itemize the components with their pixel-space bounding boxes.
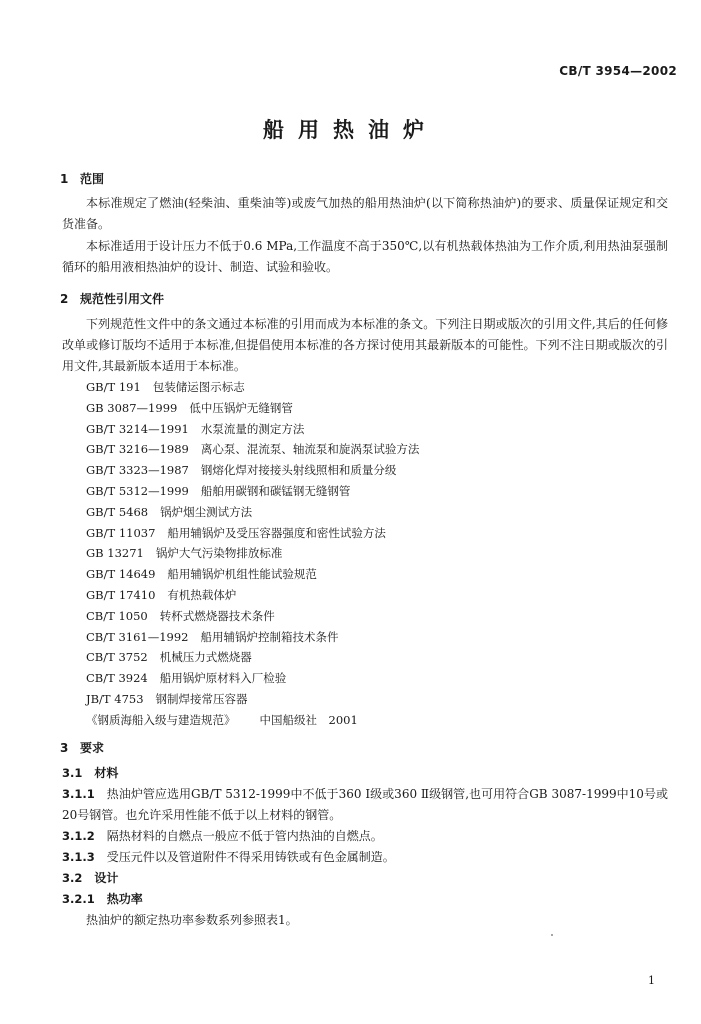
reference-code: GB/T 3216—1989	[86, 442, 189, 457]
section-1-heading	[60, 170, 104, 187]
clause-heading: 材料	[94, 766, 119, 780]
reference-title: 船用辅锅炉控制箱技术条件	[200, 629, 339, 644]
reference-title: 包装储运图示标志	[152, 380, 245, 394]
reference-title: 钢熔化焊对接接头射线照相和质量分级	[200, 463, 397, 478]
reference-code: GB/T 11037	[86, 525, 156, 540]
reference-item	[86, 689, 646, 710]
reference-title: 船用辅锅炉及受压容器强度和密性试验方法	[167, 525, 386, 540]
reference-code: GB/T 14649	[86, 567, 156, 582]
page-number: 1	[648, 974, 655, 987]
clause-3-2-1-heading	[62, 889, 668, 910]
clause-number: 3.2	[62, 871, 83, 885]
clause-number: 3.1.3	[62, 850, 95, 864]
clause-number: 3.1.1	[62, 787, 95, 801]
section-2-heading	[60, 290, 164, 307]
clause-text: 热油炉管应选用GB/T 5312-1999中不低于360 Ⅰ级或360 Ⅱ级钢管,也可用符合GB 3087-1999中10号或20号钢管。也允许采用性能不低于以上材料的钢管。	[62, 787, 668, 822]
reference-code: 《钢质海船入级与建造规范》	[86, 712, 236, 727]
reference-title: 锅炉烟尘测试方法	[160, 504, 253, 519]
clause-3-2-heading	[62, 868, 668, 889]
reference-item	[86, 585, 646, 606]
clause-number: 3.1.2	[62, 829, 95, 843]
section-1-paragraph-2: 本标准适用于设计压力不低于0.6 MPa,工作温度不高于350℃,以有机热载体热油为工作介质,利用热油泵强制循环的船用液相热油炉的设计、制造、试验和验收。	[62, 239, 668, 274]
clause-3-1-heading	[62, 763, 668, 784]
reference-title: 低中压锅炉无缝钢管	[189, 400, 293, 415]
reference-title: 转杯式燃烧器技术条件	[159, 608, 275, 623]
reference-code: CB/T 3924	[86, 671, 148, 686]
reference-list	[86, 377, 646, 731]
clause-text: 隔热材料的自燃点一般应不低于管内热油的自燃点。	[106, 829, 383, 843]
reference-item	[86, 606, 646, 627]
reference-item	[86, 647, 646, 668]
reference-code: GB/T 17410	[86, 587, 156, 602]
reference-title: 船用辅锅炉机组性能试验规范	[167, 567, 317, 582]
reference-title: 水泵流量的测定方法	[200, 421, 305, 436]
section-3-heading	[60, 739, 104, 756]
reference-item	[86, 543, 646, 564]
reference-title: 船用锅炉原材料入厂检验	[159, 671, 287, 686]
reference-title: 中国船级社 2001	[259, 712, 358, 727]
reference-item	[86, 627, 646, 648]
reference-title: 钢制焊接常压容器	[155, 691, 248, 706]
standard-code: CB/T 3954—2002	[559, 64, 677, 78]
reference-title: 船舶用碳钢和碳锰钢无缝钢管	[200, 483, 351, 498]
scan-speck	[551, 934, 553, 936]
section-2-intro: 下列规范性文件中的条文通过本标准的引用而成为本标准的条文。下列注日期或版次的引用文件,其后的任何修改单或修订版均不适用于本标准,但提倡使用本标准的各方探讨使用其最新版本的可能性。下列不注日期或版次的引用文件,其最新版本适用于本标准。	[62, 317, 668, 373]
reference-code: GB/T 191	[86, 380, 141, 394]
reference-item	[86, 564, 646, 585]
reference-code: GB 13271	[86, 546, 144, 561]
reference-item	[86, 481, 646, 502]
reference-code: CB/T 3752	[86, 650, 148, 665]
reference-item	[86, 398, 646, 419]
reference-item	[86, 439, 646, 460]
reference-item	[86, 460, 646, 481]
reference-code: CB/T 1050	[86, 608, 148, 623]
reference-title: 有机热载体炉	[167, 587, 237, 602]
section-title: 范围	[80, 172, 105, 186]
reference-title: 机械压力式燃烧器	[159, 650, 252, 665]
reference-item	[86, 710, 646, 731]
reference-title: 锅炉大气污染物排放标准	[155, 546, 283, 561]
clause-heading: 热功率	[106, 892, 143, 906]
reference-code: CB/T 3161—1992	[86, 629, 189, 644]
clause-number: 3.1	[62, 766, 83, 780]
clause-text: 受压元件以及管道附件不得采用铸铁或有色金属制造。	[106, 850, 395, 864]
reference-code: GB/T 5468	[86, 504, 149, 519]
section-title: 要求	[80, 741, 105, 755]
reference-title: 离心泵、混流泵、轴流泵和旋涡泵试验方法	[200, 442, 420, 457]
reference-item	[86, 419, 646, 440]
reference-item	[86, 502, 646, 523]
clause-number: 3.2.1	[62, 892, 95, 906]
section-number: 3	[60, 741, 69, 755]
reference-code: JB/T 4753	[86, 691, 144, 706]
reference-code: GB/T 3323—1987	[86, 463, 189, 478]
clause-3-1-3	[62, 847, 668, 868]
clause-3-1-2	[62, 826, 668, 847]
section-number: 2	[60, 292, 69, 306]
reference-item	[86, 377, 646, 398]
clause-3-2-1-text: 热油炉的额定热功率参数系列参照表1。	[86, 913, 298, 927]
page-title: 船用热油炉	[263, 118, 438, 142]
reference-code: GB/T 3214—1991	[86, 421, 189, 436]
clause-3-1-1	[62, 784, 668, 826]
section-title: 规范性引用文件	[80, 292, 165, 306]
section-1-paragraph-1: 本标准规定了燃油(轻柴油、重柴油等)或废气加热的船用热油炉(以下简称热油炉)的要求、质量保证规定和交货准备。	[62, 196, 668, 231]
reference-item	[86, 523, 646, 544]
clause-heading: 设计	[94, 871, 119, 885]
reference-code: GB 3087—1999	[86, 400, 178, 415]
reference-item	[86, 668, 646, 689]
section-number: 1	[60, 172, 69, 186]
reference-code: GB/T 5312—1999	[86, 483, 189, 498]
